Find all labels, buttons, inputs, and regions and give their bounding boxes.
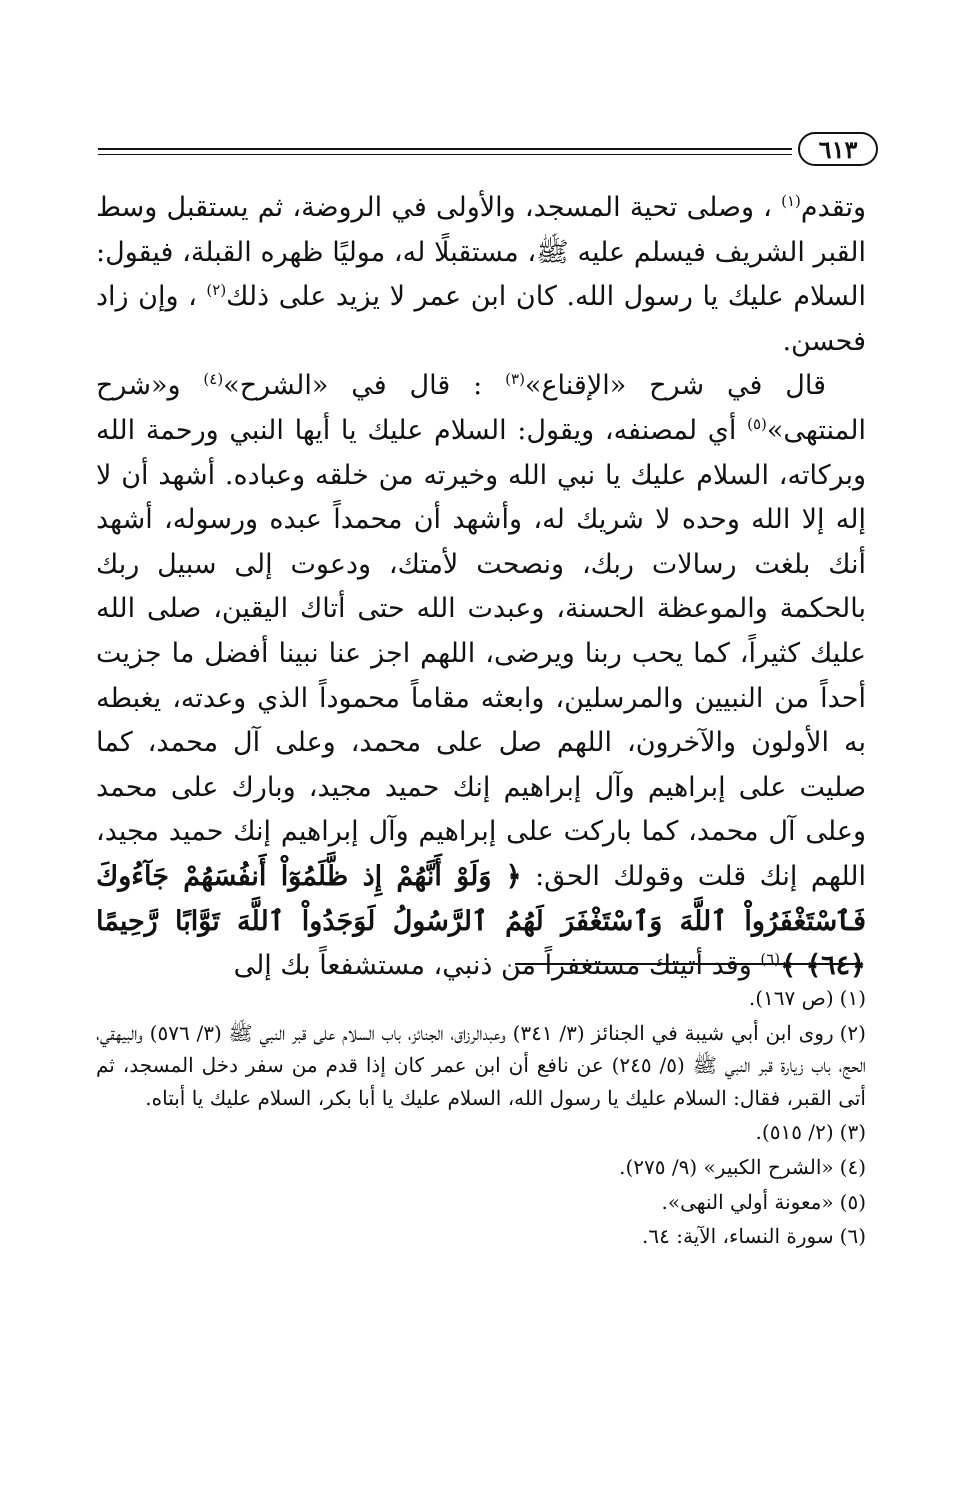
body-text: ، وإن زاد فحسن. <box>96 281 866 357</box>
footnote-text: (٢/ ٥١٥). <box>755 1120 834 1145</box>
page-header <box>98 132 878 172</box>
footnote-item <box>96 1186 866 1219</box>
footnote-item <box>96 1116 866 1149</box>
footnotes <box>96 982 866 1255</box>
footnote-number: (٤) <box>839 1154 866 1179</box>
footnote-reference: (٦) <box>760 950 781 969</box>
footnote-number: (٦) <box>839 1224 866 1249</box>
footnote-item <box>96 1151 866 1184</box>
body-text: و«شرح المنتهى» <box>96 370 866 446</box>
body-text: وقد أتيتك مستغفراً من ذنبي، مستشفعاً بك إلى <box>233 950 761 982</box>
body-text: ، وصلى تحية المسجد، والأولى في الروضة، ثم يستقبل وسط القبر الشريف فيسلم عليه ﷺ، مستقبلًا له، موليًا ظهره القبلة، فيقول: السلام عليك يا رسول الله. كان ابن عمر لا يزيد على ذلك <box>96 192 866 313</box>
footnote-reference: (٤) <box>203 370 224 389</box>
footnote-item <box>96 1220 866 1253</box>
footnote-separator <box>515 963 860 965</box>
header-rule <box>98 148 792 150</box>
footnote-text: «معونة أولي النهى». <box>661 1189 834 1214</box>
page-number: ٦١٣ <box>798 132 878 166</box>
footnote-item <box>96 982 866 1015</box>
footnote-number: (٣) <box>839 1120 866 1145</box>
body-text: وتقدم <box>800 192 866 223</box>
footnote-number: (٢) <box>839 1020 866 1045</box>
footnote-text: روى ابن أبي شيبة في الجنائز (٣/ ٣٤١) وعبدالرزاق، الجنائز، باب السلام على قبر النبي ﷺ (٣/ ٥٧٦) والبيهقي، الحج، باب زيارة قبر النبي ﷺ (٥/ ٢٤٥) عن نافع أن ابن عمر كان إذا قدم من سفر دخل المسجد، ثم أتى القبر، فقال: السلام عليك يا رسول الله، السلام عليك يا أبا بكر، السلام عليك يا أبتاه. <box>96 1020 866 1110</box>
footnote-text: سورة النساء، الآية: ٦٤. <box>642 1224 834 1249</box>
footnote-number: (٥) <box>839 1189 866 1214</box>
main-text <box>96 186 866 989</box>
body-text: قال في شرح «الإقناع» <box>524 370 826 402</box>
footnote-number: (١) <box>839 986 866 1010</box>
body-paragraph <box>96 186 866 364</box>
body-paragraph <box>96 364 866 988</box>
quran-verse: ﴿ وَلَوْ أَنَّهُمْ إِذ ظَّلَمُوٓاْ أَنفُسَهُمْ جَآءُوكَ فَٱسْتَغْفَرُواْ ٱللَّهَ وَٱسْتَغْفَرَ لَهُمُ ٱلرَّسُولُ لَوَجَدُواْ ٱللَّهَ تَوَّابًا رَّحِيمًا ﴿٦٤﴾ ﴾ <box>96 860 866 982</box>
footnote-reference: (٣) <box>505 370 525 389</box>
footnote-reference: (٥) <box>747 414 767 433</box>
header-rule-thin <box>98 154 792 155</box>
footnote-item <box>96 1017 866 1115</box>
footnote-reference: (٢) <box>206 281 227 300</box>
footnote-text: (ص ١٦٧). <box>748 986 834 1010</box>
footnote-text: «الشرح الكبير» (٩/ ٢٧٥). <box>619 1154 834 1179</box>
body-text: : قال في «الشرح» <box>223 370 506 402</box>
footnote-reference: (١) <box>781 192 801 210</box>
body-text: أي لمصنفه، ويقول: السلام عليك يا أيها النبي ورحمة الله وبركاته، السلام عليك يا نبي الله وخيرته من خلقه وعباده. أشهد أن لا إله إلا الله وحده لا شريك له، وأشهد أن محمداً عبده ورسوله، أشهد أنك بلغت رسالات ربك، ونصحت لأمتك، ودعوت إلى سبيل ربك بالحكمة والموعظة الحسنة، وعبدت الله حتى أتاك اليقين، صلى الله عليك كثيراً، كما يحب ربنا ويرضى، اللهم اجز عنا نبينا أفضل ما جزيت أحداً من النبيين والمرسلين، وابعثه مقاماً محموداً الذي وعدته، يغبطه به الأولون والآخرون، اللهم صل على محمد، وعلى آل محمد، كما صليت على إبراهيم وآل إبراهيم إنك حميد مجيد، وبارك على محمد وعلى آل محمد، كما باركت على إبراهيم وآل إبراهيم إنك حميد مجيد، اللهم إنك قلت وقولك الحق: <box>96 414 866 892</box>
